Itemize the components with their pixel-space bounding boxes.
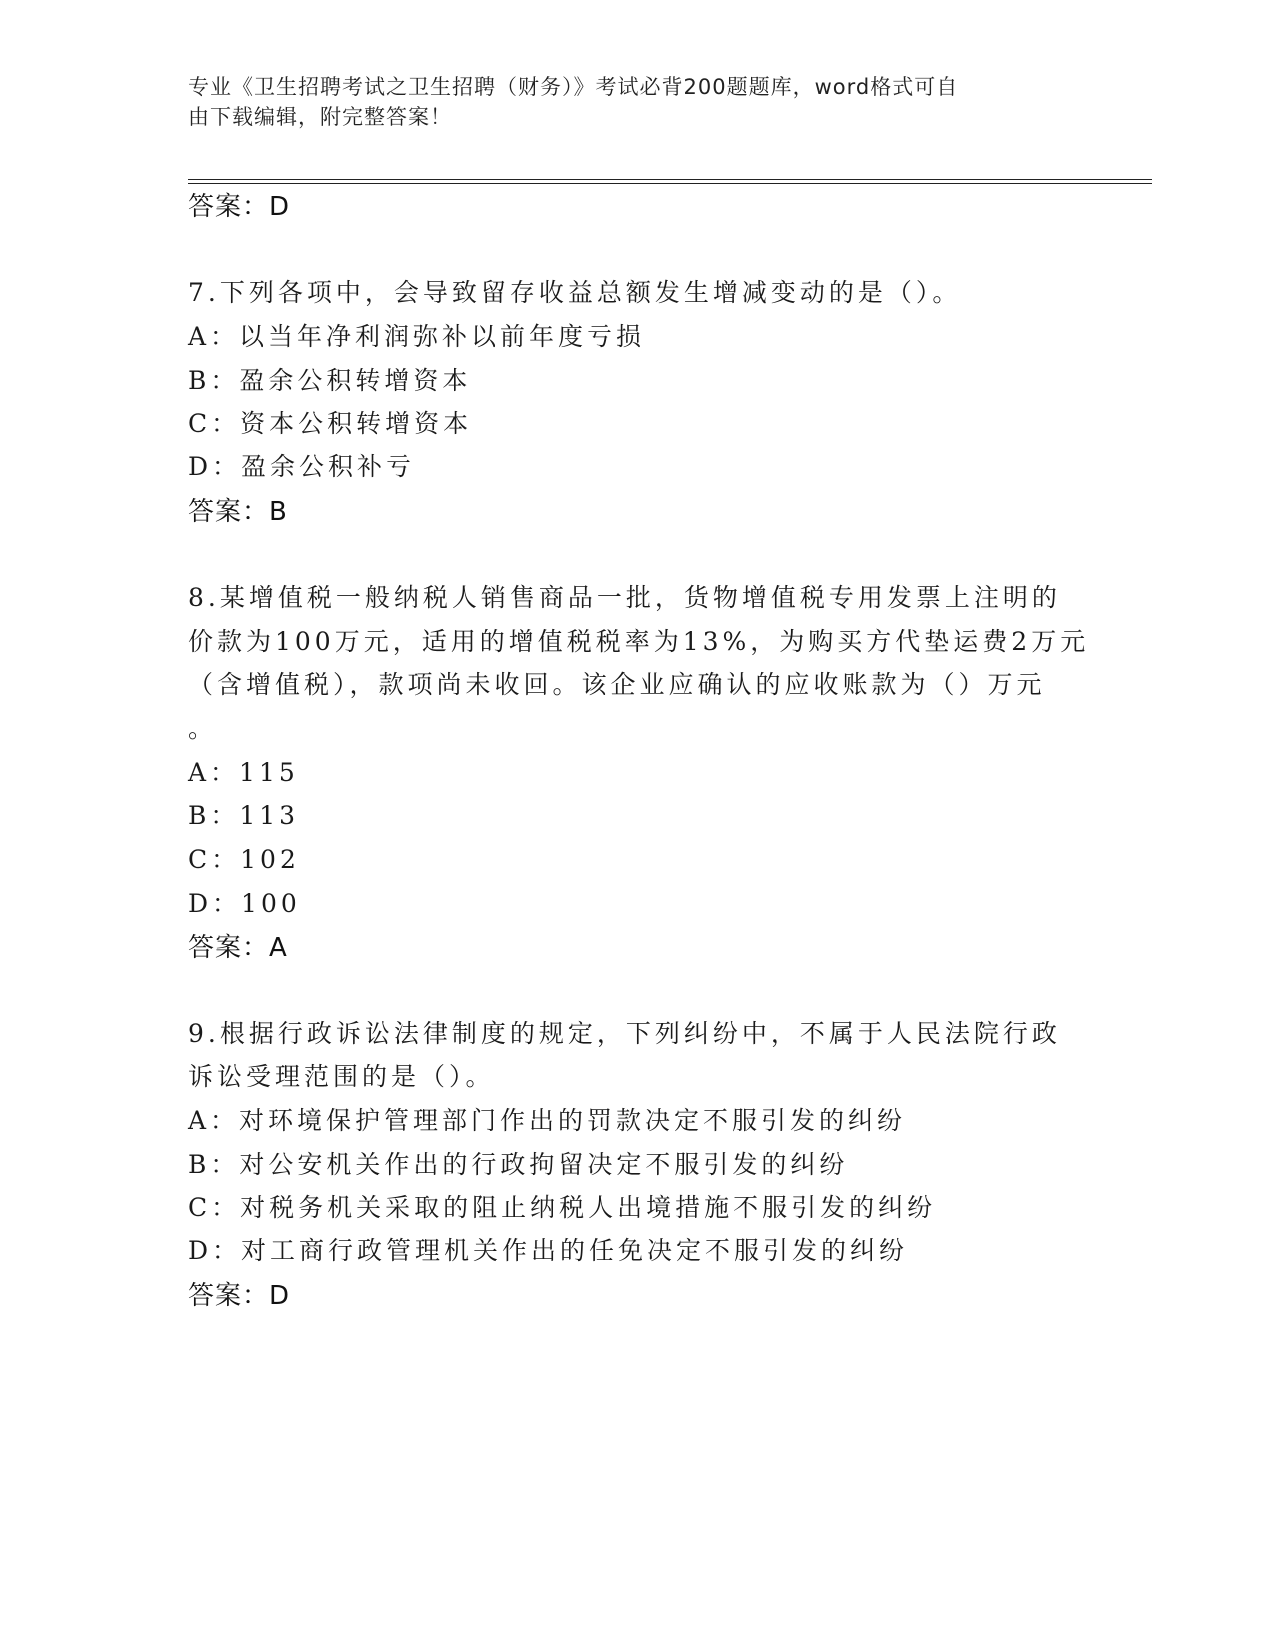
header-divider-top <box>188 179 1152 180</box>
question-9-option-d: D：对工商行政管理机关作出的任免决定不服引发的纠纷 <box>188 1236 909 1265</box>
question-9-option-c: C：对税务机关采取的阻止纳税人出境措施不服引发的纠纷 <box>188 1193 937 1222</box>
question-8-option-b: B：113 <box>188 801 300 830</box>
question-9-option-b: B：对公安机关作出的行政拘留决定不服引发的纠纷 <box>188 1150 849 1179</box>
question-7-option-a: A：以当年净利润弥补以前年度亏损 <box>188 322 646 351</box>
question-8-option-a: A：115 <box>188 758 299 787</box>
question-7-answer: 答案：B <box>188 497 288 527</box>
question-8-text-line-3: （含增值税），款项尚未收回。该企业应确认的应收账款为（）万元 <box>188 670 1046 699</box>
header-line-1: 专业《卫生招聘考试之卫生招聘（财务）》考试必背200题题库，word格式可自 <box>188 75 959 99</box>
question-8-text-line-4: 。 <box>188 714 218 743</box>
question-9-answer: 答案：D <box>188 1281 291 1311</box>
header-line-2: 由下载编辑，附完整答案！ <box>188 105 452 129</box>
question-8-text-line-1: 8.某增值税一般纳税人销售商品一批，货物增值税专用发票上注明的 <box>188 583 1061 612</box>
question-9-text-line-1: 9.根据行政诉讼法律制度的规定，下列纠纷中，不属于人民法院行政 <box>188 1019 1061 1048</box>
question-7-option-b: B：盈余公积转增资本 <box>188 366 472 395</box>
question-8-option-d: D：100 <box>188 889 301 918</box>
question-7-text: 7.下列各项中，会导致留存收益总额发生增减变动的是（）。 <box>188 278 962 307</box>
header-divider-bottom <box>188 183 1152 184</box>
document-header <box>188 72 1068 132</box>
question-7-option-d: D：盈余公积补亏 <box>188 452 416 481</box>
question-9-text-line-2: 诉讼受理范围的是（）。 <box>188 1062 495 1091</box>
question-8-text-line-2: 价款为100万元，适用的增值税税率为13%，为购买方代垫运费2万元 <box>188 627 1090 656</box>
previous-answer: 答案：D <box>188 192 291 222</box>
question-9-option-a: A：对环境保护管理部门作出的罚款决定不服引发的纠纷 <box>188 1106 907 1135</box>
question-8-answer: 答案：A <box>188 933 288 963</box>
question-7-option-c: C：资本公积转增资本 <box>188 409 473 438</box>
question-8-option-c: C：102 <box>188 845 300 874</box>
